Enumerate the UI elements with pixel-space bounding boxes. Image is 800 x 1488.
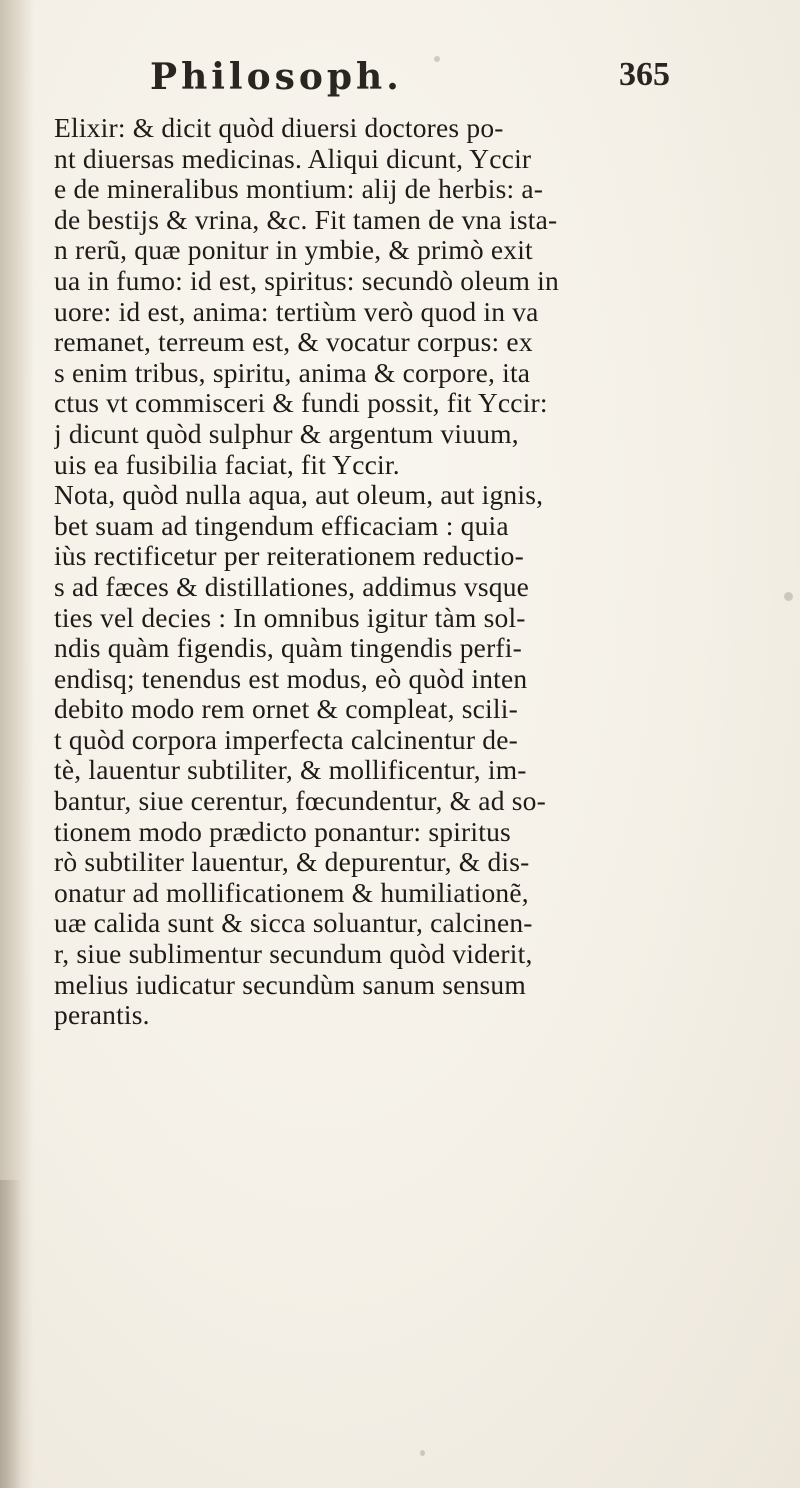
text-line: rò subtiliter lauentur, & depurentur, & dis- [54,847,530,878]
text-line: onatur ad mollificationem & humiliationẽ, [54,877,529,908]
page-number: 365 [619,56,670,93]
text-line: bet suam ad tingendum efficaciam : quia [54,510,509,541]
text-line: s enim tribus, spiritu, anima & corpore, ita [54,357,531,388]
text-line: iùs rectificetur per reiterationem reductio- [54,541,524,572]
text-line: tè, lauentur subtiliter, & mollificentur, im- [54,755,527,786]
text-line: de bestijs & vrina, &c. Fit tamen de vna ista- [54,204,558,235]
text-line: s ad fæces & distillationes, addimus vsque [54,571,530,602]
body-text [54,113,796,1031]
text-line: ua in fumo: id est, spiritus: secundò oleum in [54,265,559,296]
ink-spot [420,1450,425,1456]
text-line: ties vel decies : In omnibus igitur tàm sol- [54,602,526,633]
text-line: Elixir: & dicit quòd diuersi doctores po- [54,113,504,143]
text-line: j dicunt quòd sulphur & argentum viuum, [54,418,519,449]
text-line: ctus vt commisceri & fundi possit, fit Yccir: [54,388,548,419]
text-line: tionem modo prædicto ponantur: spiritus [54,816,511,847]
gutter-shadow [0,1180,22,1488]
text-line: e de mineralibus montium: alij de herbis: a- [54,174,544,205]
text-line: nt diuersas medicinas. Aliqui dicunt, Yccir [54,143,532,174]
text-line: uore: id est, anima: tertiùm verò quod in va [54,296,539,327]
text-line: bantur, siue cerentur, fœcundentur, & ad so- [54,786,546,817]
page-header [150,52,670,102]
text-line: endisq; tenendus est modus, eò quòd inten [54,663,528,694]
text-line: perantis. [54,1000,150,1031]
running-head: Philosoph. [150,56,403,98]
text-line: ndis quàm figendis, quàm tingendis perfi- [54,633,522,664]
text-line: Nota, quòd nulla aqua, aut oleum, aut ignis, [54,480,544,511]
text-line: uæ calida sunt & sicca soluantur, calcinen- [54,908,533,939]
text-line: debito modo rem ornet & compleat, scili- [54,694,518,725]
text-line: remanet, terreum est, & vocatur corpus: ex [54,327,533,358]
text-line: r, siue sublimentur secundum quòd viderit, [54,939,533,970]
text-line: t quòd corpora imperfecta calcinentur de- [54,724,519,755]
text-line: uis ea fusibilia faciat, fit Yccir. [54,449,400,480]
text-line: melius iudicatur secundùm sanum sensum [54,969,526,1000]
text-line: n rerũ, quæ ponitur in ymbie, & primò exit [54,235,533,266]
